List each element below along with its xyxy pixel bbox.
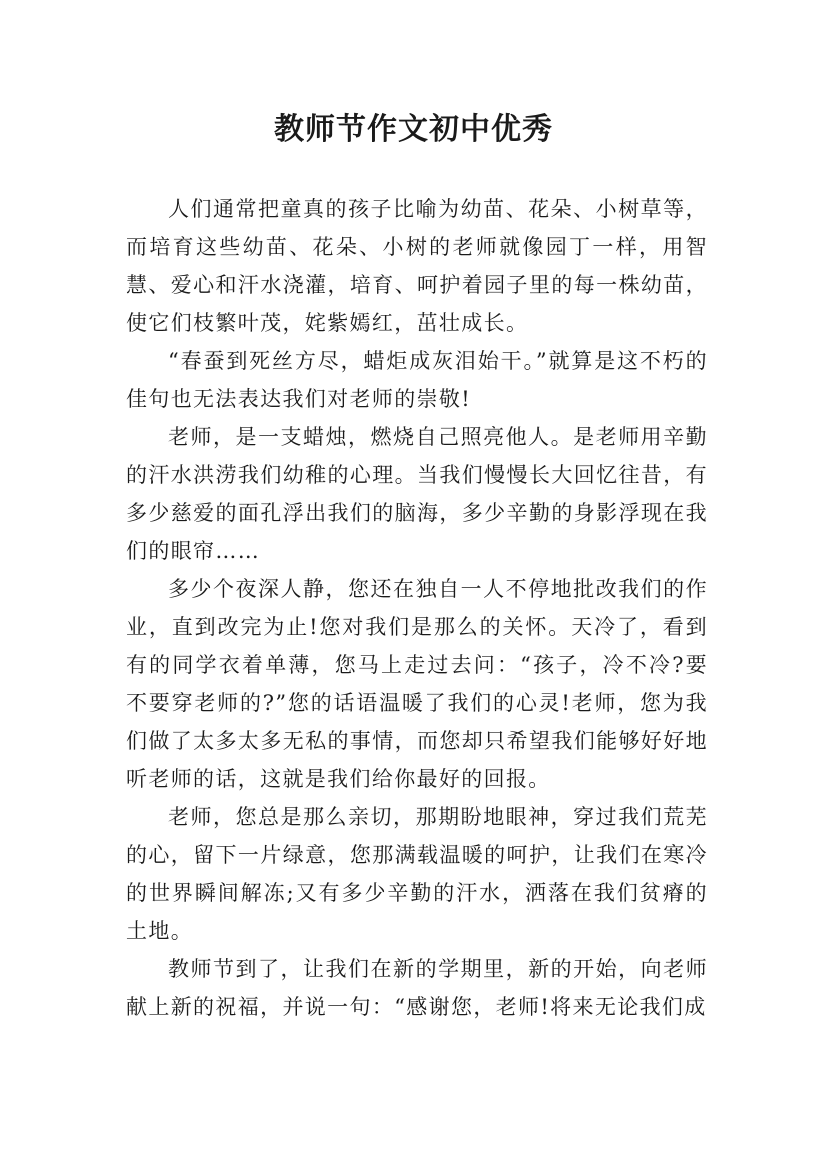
paragraph-6: 教师节到了，让我们在新的学期里，新的开始，向老师献上新的祝福，并说一句：“感谢您，老师!将来无论我们成 xyxy=(126,957,708,1019)
document-title: 教师节作文初中优秀 xyxy=(274,112,553,147)
paragraph-3: 老师，是一支蜡烛，燃烧自己照亮他人。是老师用辛勤的汗水洪涝我们幼稚的心理。当我们慢慢长大回忆往昔，有多少慈爱的面孔浮出我们的脑海，多少辛勤的身影浮现在我们的眼帘…… xyxy=(126,425,708,563)
paragraph-2: “春蚕到死丝方尽，蜡炬成灰泪始干。”就算是这不朽的佳句也无法表达我们对老师的崇敬! xyxy=(126,349,708,411)
document-body xyxy=(126,190,708,1026)
paragraph-4: 多少个夜深人静，您还在独自一人不停地批改我们的作业，直到改完为止!您对我们是那么的关怀。天冷了，看到有的同学衣着单薄，您马上走过去问：“孩子，冷不冷?要不要穿老师的?”您的话语温暖了我们的心灵!老师，您为我们做了太多太多无私的事情，而您却只希望我们能够好好地听老师的话，这就是我们给你最好的回报。 xyxy=(126,577,708,791)
paragraph-1: 人们通常把童真的孩子比喻为幼苗、花朵、小树草等，而培育这些幼苗、花朵、小树的老师就像园丁一样，用智慧、爱心和汗水浇灌，培育、呵护着园子里的每一株幼苗，使它们枝繁叶茂，姹紫嫣红，茁壮成长。 xyxy=(126,197,708,335)
paragraph-5: 老师，您总是那么亲切，那期盼地眼神，穿过我们荒芜的心，留下一片绿意，您那满载温暖的呵护，让我们在寒冷的世界瞬间解冻;又有多少辛勤的汗水，洒落在我们贫瘠的土地。 xyxy=(126,805,708,943)
